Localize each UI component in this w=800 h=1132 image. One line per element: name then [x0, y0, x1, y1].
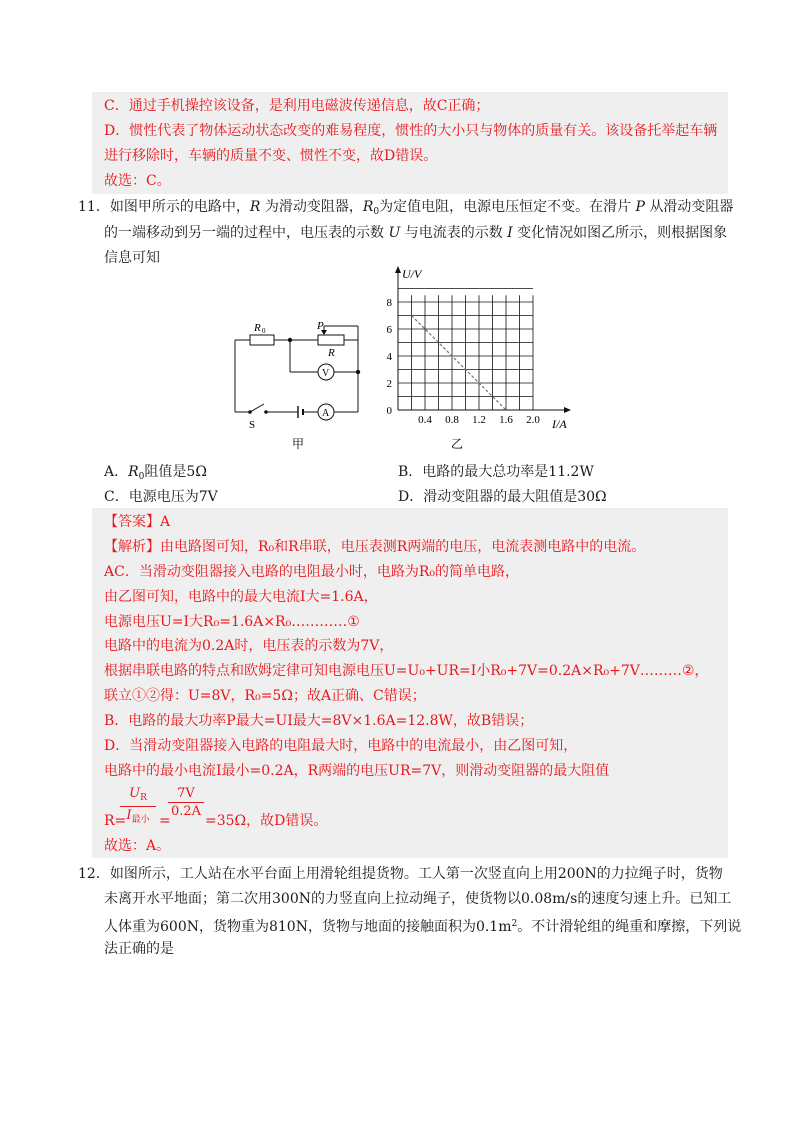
resistor-r0	[250, 335, 274, 345]
prev-answer-d2: 进行移除时，车辆的质量不变、惯性不变，故D错误。	[104, 148, 438, 164]
y-tick-label: 8	[386, 297, 392, 309]
q11-figure	[220, 264, 600, 454]
q11-jiexi-l9: D．当滑动变阻器接入电路的电阻最大时，电路中的电流最小，由乙图可知，	[104, 738, 578, 754]
fraction-ur-imin: $U_R$ $I_{最小}$	[120, 786, 156, 829]
q11-line2-c: 变化情况如图乙所示，则根据图象	[517, 225, 728, 241]
label-v: V	[322, 368, 330, 379]
option-a-letter: A．	[104, 464, 129, 480]
x-tick-label: 0.8	[445, 414, 459, 426]
q12-line2: 未离开水平地面；第二次用300N的力竖直向上拉动绳子，使货物以0.08m/s的速度匀速上升。已知工	[104, 891, 732, 907]
q11-jiexi-l3: 由乙图可知，电路中的最大电流I大=1.6A，	[104, 589, 378, 605]
q11-option-d[interactable]: D．滑动变阻器的最大阻值是30Ω	[398, 489, 607, 505]
q11-line2-a: 的一端移动到另一端的过程中，电压表的示数	[104, 225, 384, 241]
chart-grid	[398, 289, 533, 411]
label-p: P	[317, 320, 324, 332]
q11-option-b[interactable]: B．电路的最大总功率是11.2W	[398, 464, 594, 480]
q12-line3	[104, 914, 741, 937]
q11-number: 11．	[78, 199, 110, 215]
q11-jiexi-l7: 联立①②得：U=8V，R₀=5Ω；故A正确、C错误；	[104, 688, 426, 704]
q12-line1	[78, 864, 723, 884]
q11-line3: 信息可知	[104, 250, 160, 266]
q11-option-c[interactable]: C．电源电压为7V	[104, 489, 218, 505]
y-tick-label: 6	[386, 324, 392, 336]
y-axis-label: U/V	[402, 267, 422, 281]
fig-label-jia: 甲	[292, 437, 305, 451]
q11-jiexi-l6: 根据串联电路的特点和欧姆定律可知电源电压U=U₀+UR=I小R₀+7V=0.2A×R₀+7V………②，	[104, 663, 709, 679]
option-a-text: 阻值是5Ω	[144, 464, 207, 480]
ui-graph	[380, 264, 580, 444]
label-a: A	[322, 408, 330, 419]
fig-label-yi: 乙	[451, 437, 464, 451]
q11-formula-r: R=	[104, 813, 127, 829]
x-tick-label: 2.0	[526, 414, 540, 426]
q12-l3-tail: 。不计滑轮组的绳重和摩擦，下列说	[517, 919, 742, 935]
x-tick-label: 0.4	[418, 414, 432, 426]
q12-number: 12．	[78, 866, 110, 882]
y-tick-label: 2	[386, 378, 392, 390]
x-axis-arrow	[564, 407, 571, 413]
q11-jiexi-l4: 电源电压U=I大R₀=1.6A×R₀…………①	[104, 614, 360, 630]
y-axis-arrow	[395, 266, 401, 273]
x-axis-label: I/A	[552, 417, 567, 431]
q11-jiexi-l1	[104, 537, 645, 557]
q11-jiexi-l2: AC．当滑动变阻器接入电路的电阻最小时，电路为R₀的简单电路，	[104, 564, 519, 580]
label-s: S	[249, 419, 256, 431]
chart-ticks	[387, 297, 541, 426]
q11-line2-b: 与电流表的示数	[404, 225, 503, 241]
q11-var-r: R	[249, 199, 261, 215]
fraction-7v-02a: $\frac{7V}{0.2A}$	[168, 786, 204, 821]
chart-axes	[395, 266, 571, 431]
q11-line1: 11．如图甲所示的电路中，R 为滑动变阻器，$R_0$为定值电阻，电源电压恒定不变。在滑片 P 从滑动变阻器	[78, 199, 734, 217]
q12-line4: 法正确的是	[104, 941, 174, 957]
q11-jiexi-l5: 电路中的电流为0.2A时，电压表的示数为7V，	[104, 638, 394, 654]
series-line-ui	[412, 316, 507, 411]
prev-answer-choose: 故选：C。	[104, 173, 171, 189]
y-tick-label: 4	[386, 351, 392, 363]
rheostat-r	[318, 335, 344, 345]
q11-stem-p2: 为滑动变阻器，	[260, 199, 363, 215]
q11-option-a[interactable]: A．$R_0$阻值是5Ω	[104, 464, 207, 482]
prev-answer-c: C．通过手机操控该设备，是利用电磁波传递信息，故C正确；	[104, 98, 490, 114]
label-r0-sub: 0	[262, 327, 266, 335]
x-tick-label: 1.6	[499, 414, 513, 426]
q11-answer-choose: 故选：A。	[104, 838, 171, 854]
jiexi-l1-text: 由电路图可知，R₀和R串联，电压表测R两端的电压，电流表测电路中的电流。	[160, 539, 646, 555]
prev-answer-d1: D．惯性代表了物体运动状态改变的难易程度，惯性的大小只与物体的质量有关。该设备托举起车辆	[104, 123, 718, 139]
q12-l1-text: 如图所示，工人站在水平台面上用滑轮组提货物。工人第一次竖直向上用200N的力拉绳子时，货物	[109, 866, 723, 882]
q11-jiexi-l8: B．电路的最大功率P最大=UI最大=8V×1.6A=12.8W，故B错误；	[104, 713, 534, 729]
x-tick-label: 1.2	[472, 414, 486, 426]
q11-line2: 的一端移动到另一端的过程中，电压表的示数 U 与电流表的示数 I 变化情况如图乙所示，则根据图象	[104, 225, 728, 241]
q12-l3-sup: 2	[511, 919, 518, 929]
q11-answer: 【答案】A	[104, 514, 171, 530]
y-tick-label: 0	[386, 405, 392, 417]
q11-stem-p3: 为定值电阻，电源电压恒定不变。在滑片	[379, 199, 632, 215]
q11-stem-p4: 从滑动变阻器	[649, 199, 734, 215]
q11-formula-tail: =35Ω，故D错误。	[205, 813, 328, 829]
jiexi-head: 【解析】	[104, 539, 160, 555]
label-r: R	[328, 347, 335, 359]
chart-series	[412, 316, 507, 411]
q11-stem-p1: 如图甲所示的电路中，	[109, 199, 250, 215]
label-r0: R	[254, 322, 261, 334]
q12-l3-text: 人体重为600N，货物重为810N，货物与地面的接触面积为0.1m	[104, 919, 512, 935]
q11-jiexi-l10: 电路中的最小电流I最小=0.2A，R两端的电压UR=7V，则滑动变阻器的最大阻值	[104, 763, 610, 779]
q11-formula-eq: =	[159, 813, 171, 829]
